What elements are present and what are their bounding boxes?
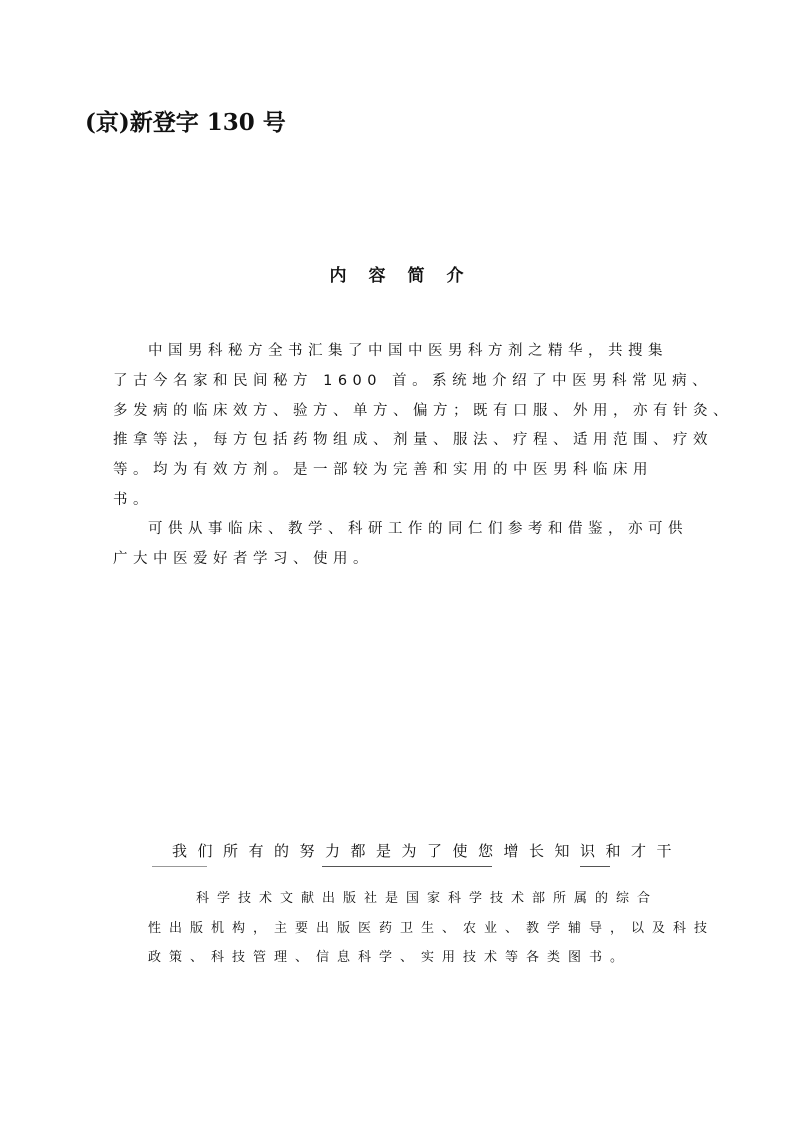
- publisher-line: 性出版机构，主要出版医药卫生、农业、教学辅导，以及科技: [148, 921, 716, 936]
- publisher-line: 政策、科技管理、信息科学、实用技术等各类图书。: [148, 950, 632, 965]
- intro-line: 广大中医爱好者学习、使用。: [113, 551, 373, 567]
- intro-line: 中国男科秘方全书汇集了中国中医男科方剂之精华，共搜集: [148, 343, 668, 359]
- publisher-line: 科学技术文献出版社是国家科学技术部所属的综合: [196, 891, 659, 906]
- intro-line: 多发病的临床效方、验方、单方、偏方；既有口服、外用，亦有针灸、: [113, 403, 733, 419]
- intro-line: 等。均为有效方剂。是一部较为完善和实用的中医男科临床用: [113, 462, 653, 478]
- intro-line: 书。: [113, 492, 153, 508]
- section-title: 内容简介: [329, 266, 486, 286]
- publisher-slogan: 我们所有的努力都是为了使您增长知识和才干: [172, 842, 683, 860]
- divider-rule: [580, 866, 610, 867]
- divider-rule: [152, 866, 207, 867]
- registration-number: (京)新登字 130 号: [85, 109, 286, 136]
- intro-line: 可供从事临床、教学、科研工作的同仁们参考和借鉴，亦可供: [148, 521, 688, 537]
- intro-line: 推拿等法，每方包括药物组成、剂量、服法、疗程、适用范围、疗效: [113, 432, 713, 448]
- divider-rule: [322, 866, 492, 867]
- intro-line: 了古今名家和民间秘方 1600 首。系统地介绍了中医男科常见病、: [113, 373, 713, 389]
